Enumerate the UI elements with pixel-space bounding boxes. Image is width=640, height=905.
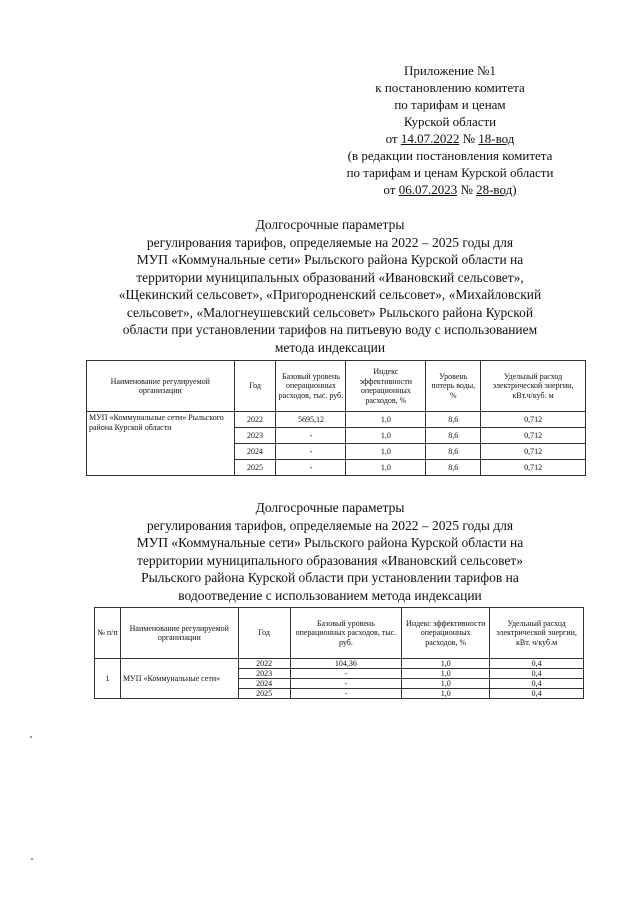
efficiency-index-cell: 1,0 (346, 412, 426, 428)
year-cell: 2024 (234, 444, 276, 460)
energy-use-cell: 0,4 (490, 679, 584, 689)
title-line: области при установлении тарифов на питьевую воду с использованием (122, 322, 538, 337)
energy-use-cell: 0,712 (481, 428, 586, 444)
base-cost-cell: - (290, 669, 402, 679)
water-loss-cell: 8,6 (426, 460, 481, 476)
amendment-line: (в редакции постановления комитета (347, 148, 553, 163)
year-cell: 2023 (238, 669, 290, 679)
title-line: территории муниципальных образований «Ивановский сельсовет», (136, 269, 524, 285)
wastewater-parameters-table (94, 607, 584, 699)
date-prefix: от (385, 131, 401, 146)
organization-cell: МУП «Коммунальные сети» Рыльского района Курской области (87, 412, 235, 476)
header-date-line (300, 130, 600, 147)
efficiency-index-cell: 1,0 (402, 679, 490, 689)
title-line: метода индексации (274, 339, 386, 355)
base-cost-cell: - (276, 444, 346, 460)
title-line: регулирования тарифов, определяемые на 2022 – 2025 годы для (146, 234, 514, 250)
column-header: № п/п (95, 608, 121, 659)
amend-number-prefix: № (457, 182, 477, 197)
energy-use-cell: 0,4 (490, 669, 584, 679)
efficiency-index-cell: 1,0 (402, 659, 490, 669)
title-line: водоотведение с использованием метода индексации (178, 587, 482, 603)
energy-use-cell: 0,712 (481, 444, 586, 460)
column-header: Удельный расход электрической энергии, кВт. ч/куб.м (490, 608, 584, 659)
water-loss-cell: 8,6 (426, 412, 481, 428)
year-cell: 2022 (238, 659, 290, 669)
table-row (87, 412, 586, 428)
column-header: Наименование регулируемой организации (120, 608, 238, 659)
base-cost-cell: - (276, 460, 346, 476)
organization-cell: МУП «Коммунальные сети» (120, 659, 238, 699)
table-header-row (95, 608, 584, 659)
section1-title (60, 216, 600, 356)
resolution-date: 14.07.2022 (400, 131, 460, 146)
column-header: Уровень потерь воды, % (426, 361, 481, 412)
column-header: Год (234, 361, 276, 412)
column-header: Индекс эффективности операционных расходов, % (402, 608, 490, 659)
title-line: сельсовет», «Малогнеушевский сельсовет» Рыльского района Курской (126, 304, 534, 320)
title-line: территории муниципального образования «Ивановский сельсовет» (136, 552, 524, 568)
column-header: Базовый уровень операционных расходов, тыс. руб. (276, 361, 346, 412)
base-cost-cell: 104,36 (290, 659, 402, 669)
water-supply-parameters-table (86, 360, 586, 476)
appendix-header (300, 62, 600, 198)
base-cost-cell: - (276, 428, 346, 444)
section2-title (60, 499, 600, 604)
row-number-cell: 1 (95, 659, 121, 699)
header-line: Курской области (403, 114, 497, 129)
title-line: МУП «Коммунальные сети» Рыльского района Курской области на (136, 252, 524, 267)
year-cell: 2024 (238, 679, 290, 689)
title-line: МУП «Коммунальные сети» Рыльского района Курской области на (136, 535, 524, 550)
scan-speck (31, 858, 33, 860)
efficiency-index-cell: 1,0 (346, 460, 426, 476)
title-line: Рыльского района Курской области при установлении тарифов на (141, 570, 519, 585)
title-line: регулирования тарифов, определяемые на 2022 – 2025 годы для (146, 517, 514, 533)
title-line: Долгосрочные параметры (255, 217, 405, 232)
column-header: Год (238, 608, 290, 659)
energy-use-cell: 0,4 (490, 659, 584, 669)
amendment-date-line (300, 181, 600, 198)
amendment-number: 28-вод (476, 182, 513, 197)
base-cost-cell: - (290, 679, 402, 689)
year-cell: 2023 (234, 428, 276, 444)
energy-use-cell: 0,712 (481, 460, 586, 476)
table-header-row (87, 361, 586, 412)
header-line: по тарифам и ценам (394, 97, 506, 112)
amend-suffix: ) (512, 182, 517, 197)
efficiency-index-cell: 1,0 (402, 689, 490, 699)
year-cell: 2025 (234, 460, 276, 476)
resolution-number: 18-вод (478, 131, 515, 146)
title-line: «Щекинский сельсовет», «Пригородненский сельсовет», «Михайловский (118, 287, 542, 302)
column-header: Индекс эффективности операционных расходов, % (346, 361, 426, 412)
amend-date-prefix: от (383, 182, 399, 197)
column-header: Базовый уровень операционных расходов, тыс. руб. (290, 608, 402, 659)
base-cost-cell: - (290, 689, 402, 699)
column-header: Наименование регулируемой организации (87, 361, 235, 412)
water-loss-cell: 8,6 (426, 444, 481, 460)
year-cell: 2025 (238, 689, 290, 699)
water-loss-cell: 8,6 (426, 428, 481, 444)
efficiency-index-cell: 1,0 (402, 669, 490, 679)
efficiency-index-cell: 1,0 (346, 428, 426, 444)
efficiency-index-cell: 1,0 (346, 444, 426, 460)
energy-use-cell: 0,712 (481, 412, 586, 428)
title-line: Долгосрочные параметры (255, 500, 405, 515)
base-cost-cell: 5695,12 (276, 412, 346, 428)
energy-use-cell: 0,4 (490, 689, 584, 699)
scan-speck (30, 736, 32, 738)
number-prefix: № (459, 131, 479, 146)
year-cell: 2022 (234, 412, 276, 428)
header-line: Приложение №1 (404, 63, 496, 78)
column-header: Удельный расход электрической энергии, кВт.ч/куб. м (481, 361, 586, 412)
amendment-date: 06.07.2023 (398, 182, 458, 197)
amendment-line: по тарифам и ценам Курской области (346, 165, 554, 180)
header-line: к постановлению комитета (375, 80, 525, 95)
table-row (95, 659, 584, 669)
